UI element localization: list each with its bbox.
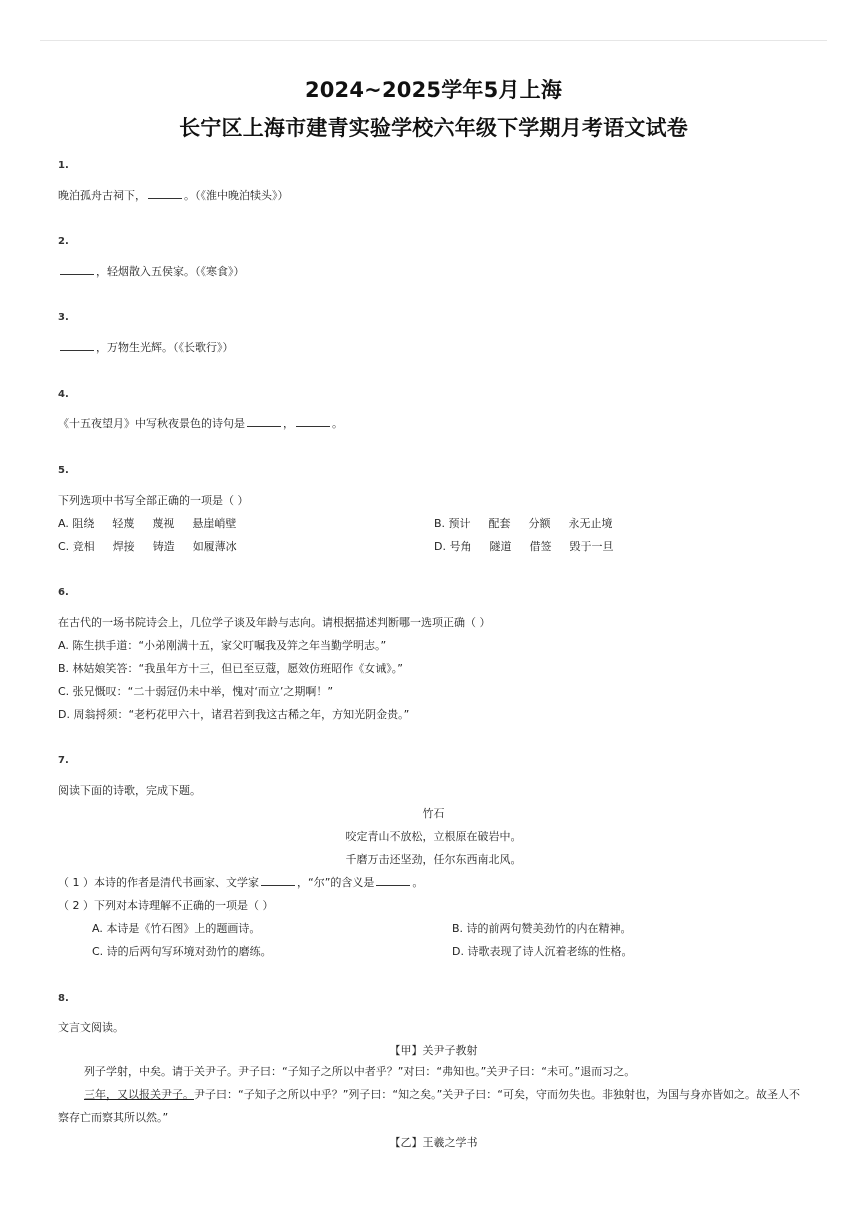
question-number: 2.	[58, 236, 69, 247]
option-b[interactable]: B. 林姑娘笑答：“我虽年方十三，但已至豆蔻，愿效仿班昭作《女诫》。”	[58, 662, 403, 675]
q2-after: ，轻烟散入五侯家。（《寒食》）	[96, 265, 245, 278]
answer-blank[interactable]	[148, 188, 182, 199]
question-2-text	[58, 263, 245, 279]
question-number: 5.	[58, 465, 69, 476]
q1-before: 晚泊孤舟古祠下，	[58, 189, 146, 202]
sub-question-2: （ 2 ）下列对本诗理解不正确的一项是（ ）	[58, 899, 274, 912]
q3-after: ，万物生光辉。（《长歌行》）	[96, 341, 234, 354]
q4-before: 《十五夜望月》中写秋夜景色的诗句是	[58, 417, 245, 430]
option-c[interactable]: C. 竞相 焊接 铸造 如履薄冰	[58, 540, 237, 553]
question-number: 7.	[58, 755, 69, 766]
poem-line: 千磨万击还坚劲，任尔东西南北风。	[345, 853, 522, 866]
passage-heading-b: 【乙】王羲之学书	[389, 1136, 478, 1149]
option-b[interactable]: B. 预计 配套 分额 永无止境	[434, 517, 613, 530]
question-5-stem: 下列选项中书写全部正确的一项是（ ）	[58, 494, 249, 507]
question-number: 6.	[58, 587, 69, 598]
question-4-text	[58, 415, 343, 431]
answer-blank[interactable]	[60, 264, 94, 275]
q4-mid: ，	[283, 417, 294, 430]
answer-blank[interactable]	[247, 416, 281, 427]
option-a[interactable]: A. 本诗是《竹石图》上的题画诗。	[92, 922, 261, 935]
option-b[interactable]: B. 诗的前两句赞美劲竹的内在精神。	[452, 922, 632, 935]
passage-paragraph: 三年，又以报关尹子。尹子曰：“子知子之所以中乎？”列子曰：“知之矣。”关尹子曰：“可矣，守而勿失也。非独射也，为国与身亦皆如之。故圣人不察存亡而察其所以然。”	[58, 1088, 800, 1124]
option-c[interactable]: C. 诗的后两句写环境对劲竹的磨练。	[92, 945, 272, 958]
poem-title: 竹石	[422, 807, 445, 820]
answer-blank[interactable]	[296, 416, 330, 427]
sub-question-1: （ 1 ）本诗的作者是清代书画家、文学家 ，“尔”的含义是 。	[58, 876, 424, 889]
question-number: 1.	[58, 160, 69, 171]
question-number: 4.	[58, 389, 69, 400]
answer-blank[interactable]	[376, 875, 410, 886]
question-1-text	[58, 187, 289, 203]
passage-paragraph: 列子学射，中矣。请于关尹子。尹子曰：“子知子之所以中者乎？”对曰：“弗知也。”关尹子曰：“未可。”退而习之。	[84, 1065, 636, 1078]
underlined-sentence: 三年，又以报关尹子。	[84, 1088, 194, 1101]
question-3-text	[58, 339, 234, 355]
question-number: 3.	[58, 312, 69, 323]
option-d[interactable]: D. 周翁捋须：“老朽花甲六十，诸君若到我这古稀之年，方知光阴金贵。”	[58, 708, 410, 721]
page-title: 2024~2025学年5月上海	[304, 78, 563, 102]
question-8-stem: 文言文阅读。	[58, 1021, 124, 1034]
option-d[interactable]: D. 诗歌表现了诗人沉着老练的性格。	[452, 945, 633, 958]
q1-after: 。（《淮中晚泊犊头》）	[184, 189, 289, 202]
option-a[interactable]: A. 阻绕 轻蔑 蔑视 悬崖峭壁	[58, 517, 237, 530]
question-7-stem: 阅读下面的诗歌，完成下题。	[58, 784, 201, 797]
answer-blank[interactable]	[60, 340, 94, 351]
q4-after: 。	[332, 417, 343, 430]
question-number: 8.	[58, 993, 69, 1004]
passage-heading-a: 【甲】关尹子教射	[389, 1044, 478, 1057]
option-c[interactable]: C. 张兄慨叹：“二十弱冠仍未中举，愧对‘而立’之期啊！”	[58, 685, 334, 698]
option-a[interactable]: A. 陈生拱手道：“小弟刚满十五，家父叮嘱我及笄之年当勤学明志。”	[58, 639, 387, 652]
poem-line: 咬定青山不放松，立根原在破岩中。	[345, 830, 522, 843]
question-6-stem: 在古代的一场书院诗会上，几位学子谈及年龄与志向。请根据描述判断哪一选项正确（ ）	[58, 616, 491, 629]
option-d[interactable]: D. 号角 隧道 借签 毁于一旦	[434, 540, 614, 553]
page-subtitle: 长宁区上海市建青实验学校六年级下学期月考语文试卷	[179, 116, 688, 140]
answer-blank[interactable]	[261, 875, 295, 886]
header-rule	[40, 40, 827, 41]
